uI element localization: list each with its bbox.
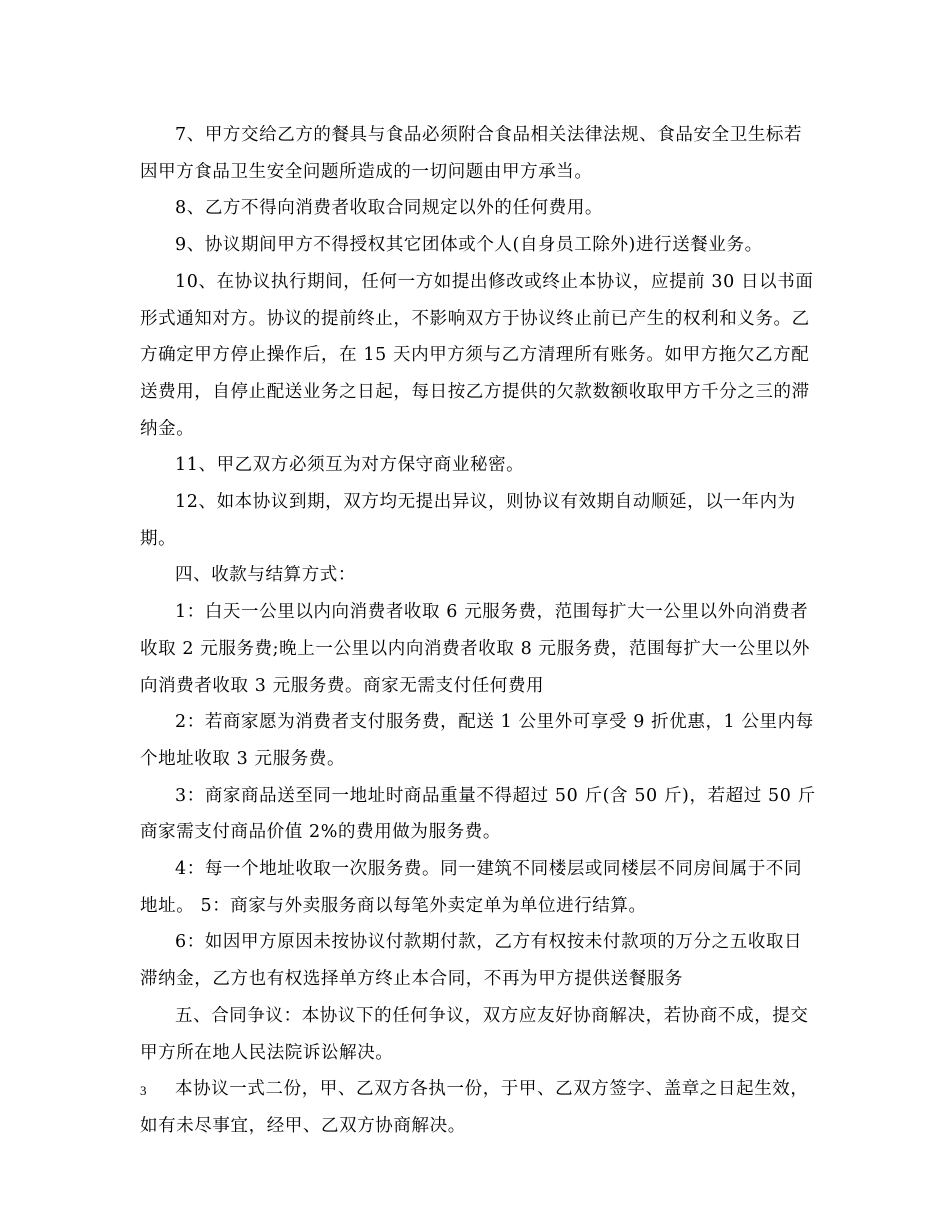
paragraph-payment-4-5: 4：每一个地址收取一次服务费。同一建筑不同楼层或同楼层不同房间属于不同地址。 5：商家与外卖服务商以每笔外卖定单为单位进行结算。 xyxy=(140,859,803,916)
paragraph-clause-12: 12、如本协议到期，双方均无提出异议，则协议有效期自动顺延，以一年内为期。 xyxy=(140,492,796,549)
paragraph-payment-3: 3：商家商品送至同一地址时商品重量不得超过 50 斤(含 50 斤)，若超过 50 斤商家需支付商品价值 2%的费用做为服务费。 xyxy=(140,785,816,843)
paragraph-dispute: 五、合同争议：本协议下的任何争议，双方应友好协商解决，若协商不成，提交甲方所在地人民法院诉讼解决。 xyxy=(140,1005,809,1063)
paragraph-clause-7: 7、甲方交给乙方的餐具与食品必须附合食品相关法律法规、食品安全卫生标若因甲方食品卫生安全问题所造成的一切问题由甲方承当。 xyxy=(140,125,803,182)
paragraph-clause-8: 8、乙方不得向消费者收取合同规定以外的任何费用。 xyxy=(175,198,604,219)
paragraph-payment-1: 1：白天一公里以内向消费者收取 6 元服务费，范围每扩大一公里以外向消费者收取 2 元服务费;晚上一公里以内向消费者收取 8 元服务费，范围每扩大一公里以外向消费者收取 3 元服务费。商家无需支付任何费用 xyxy=(140,602,811,696)
section-heading-payment: 四、收款与结算方式： xyxy=(175,565,356,586)
paragraph-clause-11: 11、甲乙双方必须互为对方保守商业秘密。 xyxy=(175,455,525,476)
paragraph-clause-10: 10、在协议执行期间，任何一方如提出修改或终止本协议，应提前 30 日以书面形式通知对方。协议的提前终止，不影响双方于协议终止前已产生的权利和义务。乙方确定甲方停止操作后，在 15 天内甲方须与乙方清理所有账务。如甲方拖欠乙方配送费用，自停止配送业务之日起，每日按乙方提供的欠款数额收取甲方千分之三的滞纳金。 xyxy=(140,271,814,439)
paragraph-payment-2: 2：若商家愿为消费者支付服务费，配送 1 公里外可享受 9 折优惠，1 公里内每个地址收取 3 元服务费。 xyxy=(140,712,814,769)
paragraph-clause-9: 9、协议期间甲方不得授权其它团体或个人(自身员工除外)进行送餐业务。 xyxy=(175,235,763,256)
document-body xyxy=(140,117,816,1145)
page-number: 3 xyxy=(140,1083,147,1098)
paragraph-closing: 本协议一式二份，甲、乙双方各执一份，于甲、乙双方签字、盖章之日起生效，如有未尽事宜，经甲、乙双方协商解决。 xyxy=(140,1079,809,1136)
paragraph-payment-6: 6：如因甲方原因未按协议付款期付款，乙方有权按未付款项的万分之五收取日滞纳金，乙方也有权选择单方终止本合同，不再为甲方提供送餐服务 xyxy=(140,932,803,990)
